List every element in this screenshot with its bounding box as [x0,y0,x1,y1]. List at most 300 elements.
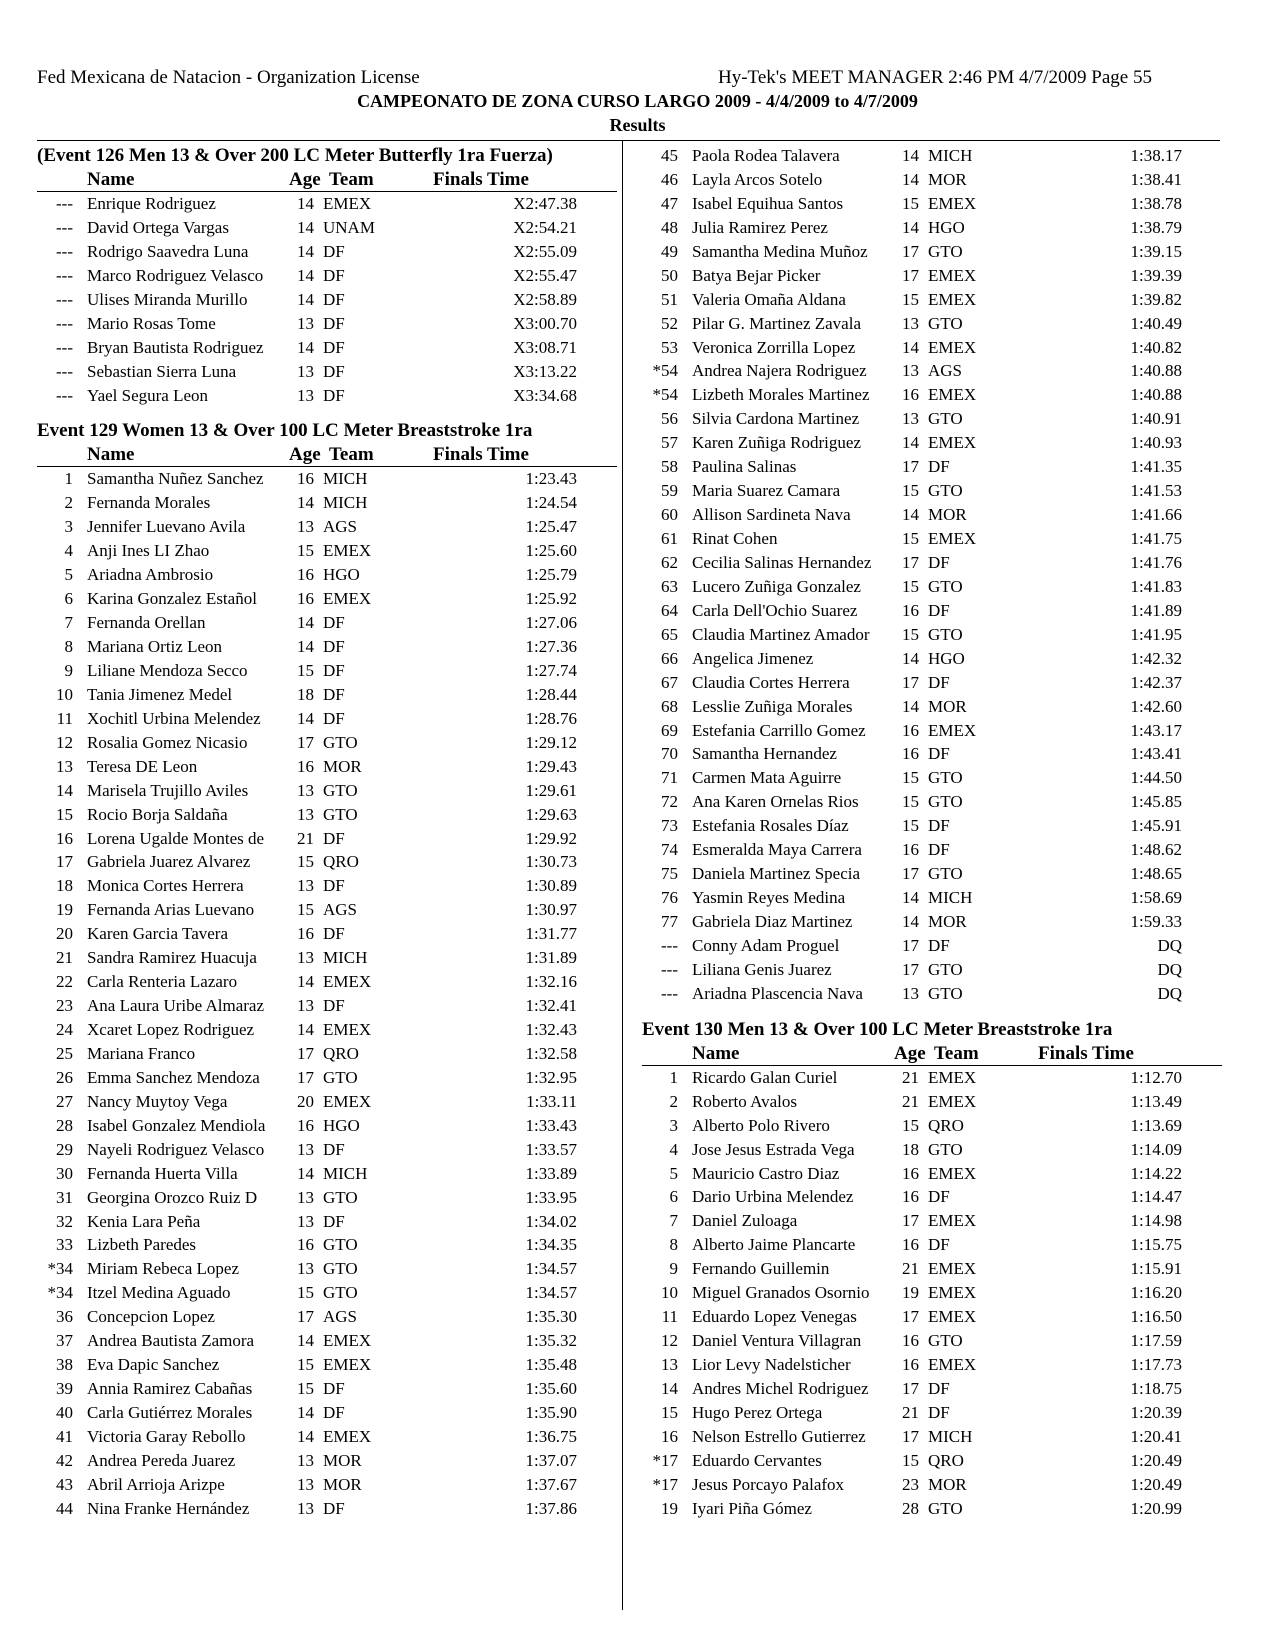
place-cell: 4 [64,541,73,561]
finals-time-cell: 1:28.44 [525,684,577,704]
result-row [642,1305,1222,1329]
finals-time-header: Finals Time [433,169,529,190]
place-cell: 48 [661,217,678,237]
team-cell: HGO [323,565,360,585]
team-cell: EMEX [928,1283,977,1303]
team-cell: DF [323,265,345,285]
age-cell: 15 [902,529,919,548]
result-row [37,360,617,384]
team-cell: EMEX [323,1426,372,1446]
place-cell: 4 [669,1139,678,1159]
finals-time-cell: 1:14.09 [1130,1139,1182,1159]
swimmer-name-cell: Daniel Zuloaga [692,1211,798,1231]
place-cell: 8 [669,1235,678,1255]
finals-time-cell: 1:33.95 [525,1187,577,1207]
team-cell: GTO [928,792,963,812]
swimmer-name-cell: Ulises Miranda Murillo [87,289,248,309]
finals-time-cell: 1:35.48 [525,1355,577,1375]
age-cell: 13 [297,1139,314,1159]
result-row [642,551,1222,575]
result-row [37,1138,617,1162]
place-cell: 23 [56,996,73,1016]
result-row [37,1162,617,1186]
swimmer-name-cell: Mariana Franco [87,1043,196,1063]
finals-time-cell: 1:48.65 [1130,864,1182,884]
result-row [642,312,1222,336]
finals-time-cell: X2:55.09 [513,241,577,261]
finals-time-cell: 1:25.60 [525,541,577,561]
swimmer-name-cell: Yael Segura Leon [87,385,209,405]
age-cell: 28 [902,1498,919,1518]
finals-time-cell: X3:08.71 [513,337,577,357]
team-cell: UNAM [323,217,375,237]
team-cell: MICH [928,1426,973,1446]
result-row [37,755,617,779]
team-cell: DF [323,313,345,333]
age-cell: 14 [297,337,314,357]
place-cell: 53 [661,337,678,357]
result-row [37,635,617,659]
age-cell: 13 [297,1211,314,1231]
finals-time-cell: 1:14.22 [1130,1163,1182,1183]
swimmer-name-cell: Ana Laura Uribe Almaraz [87,996,264,1016]
place-cell: 19 [56,900,73,920]
age-cell: 21 [902,1067,919,1087]
result-row [37,192,617,216]
age-cell: 17 [297,732,314,752]
place-cell: 5 [64,565,73,585]
swimmer-name-cell: Jennifer Luevano Avila [87,517,246,537]
place-cell: --- [56,217,73,237]
result-row [642,1185,1222,1209]
finals-time-cell: 1:41.76 [1130,552,1182,572]
age-cell: 15 [902,816,919,836]
swimmer-name-cell: Gabriela Diaz Martinez [692,912,853,931]
swimmer-name-cell: Estefania Rosales Díaz [692,816,849,836]
event-129-results-continued [642,144,1222,1006]
team-cell: EMEX [928,265,977,285]
finals-time-cell: 1:38.79 [1130,217,1182,237]
place-cell: 69 [661,720,678,740]
age-cell: 13 [297,313,314,333]
age-cell: 15 [902,792,919,812]
swimmer-name-cell: Fernanda Orellan [87,613,206,633]
finals-time-cell: 1:17.59 [1130,1331,1182,1351]
place-cell: *17 [652,1474,678,1494]
finals-time-cell: 1:39.15 [1130,241,1182,261]
result-row [642,1257,1222,1281]
swimmer-name-cell: Teresa DE Leon [87,756,198,776]
swimmer-name-cell: Emma Sanchez Mendoza [87,1067,260,1087]
place-cell: 37 [56,1331,73,1351]
finals-time-cell: 1:25.47 [525,517,577,537]
age-cell: 15 [902,289,919,309]
result-row [642,216,1222,240]
team-cell: DF [323,828,345,848]
place-cell: 56 [661,409,678,429]
place-cell: 9 [669,1259,678,1279]
place-cell: 57 [661,433,678,453]
result-row [642,407,1222,431]
team-cell: AGS [323,517,358,537]
place-cell: 6 [669,1187,678,1207]
swimmer-name-cell: Mariana Ortiz Leon [87,637,222,656]
place-cell: 50 [661,265,678,285]
team-cell: HGO [323,1115,360,1135]
age-cell: 16 [902,600,919,620]
swimmer-name-cell: Miguel Granados Osornio [692,1283,870,1303]
swimmer-name-cell: Annia Ramirez Cabañas [87,1379,253,1399]
finals-time-cell: 1:23.43 [525,469,577,489]
finals-time-cell: 1:40.82 [1130,337,1182,357]
team-cell: GTO [928,409,963,429]
age-cell: 17 [297,1043,314,1063]
finals-time-cell: 1:33.57 [525,1139,577,1159]
result-row [37,288,617,312]
swimmer-name-cell: Roberto Avalos [692,1091,797,1111]
swimmer-name-cell: Fernanda Huerta Villa [87,1163,238,1183]
finals-time-cell: 1:40.93 [1130,433,1182,453]
swimmer-name-cell: Sebastian Sierra Luna [87,361,237,381]
place-cell: --- [661,983,678,1003]
finals-time-cell: 1:14.47 [1130,1187,1182,1207]
result-row [642,192,1222,216]
finals-time-cell: 1:36.75 [525,1426,577,1446]
finals-time-cell: 1:37.67 [525,1474,577,1494]
result-row [642,479,1222,503]
place-cell: 33 [56,1235,73,1255]
age-cell: 16 [902,1187,919,1207]
finals-time-cell: 1:33.89 [525,1163,577,1183]
place-cell: 45 [661,146,678,165]
age-cell: 15 [297,660,314,680]
finals-time-cell: 1:42.37 [1130,672,1182,692]
result-row [642,742,1222,766]
swimmer-name-cell: Carmen Mata Aguirre [692,768,842,788]
age-cell: 19 [902,1283,919,1303]
result-row [37,216,617,240]
swimmer-name-cell: Karen Garcia Tavera [87,924,229,944]
finals-time-cell: 1:29.43 [525,756,577,776]
swimmer-name-cell: Silvia Cardona Martinez [692,409,860,429]
place-cell: 10 [56,684,73,704]
swimmer-name-cell: Mario Rosas Tome [87,313,216,333]
team-cell: GTO [323,1235,358,1255]
result-row [37,1473,617,1497]
event-126-column-header [37,168,617,192]
swimmer-name-cell: Fernanda Morales [87,493,211,513]
swimmer-name-cell: Esmeralda Maya Carrera [692,840,862,860]
result-row [37,1377,617,1401]
age-cell: 15 [297,900,314,920]
finals-time-cell: 1:28.76 [525,708,577,728]
place-cell: 15 [56,804,73,824]
swimmer-name-cell: Andrea Bautista Zamora [87,1331,255,1351]
result-row [37,1042,617,1066]
age-cell: 14 [902,433,919,453]
result-row [37,467,617,491]
swimmer-name-cell: Lizbeth Morales Martinez [692,385,870,405]
team-cell: EMEX [928,1259,977,1279]
result-row [642,1066,1222,1090]
age-cell: 13 [297,1450,314,1470]
swimmer-name-cell: Estefania Carrillo Gomez [692,720,866,740]
swimmer-name-cell: Yasmin Reyes Medina [692,888,846,908]
age-cell: 14 [297,194,314,213]
age-cell: 18 [297,684,314,704]
age-cell: 16 [902,1331,919,1351]
finals-time-cell: 1:41.95 [1130,624,1182,644]
place-cell: 9 [64,660,73,680]
result-row [642,1473,1222,1497]
finals-time-cell: 1:27.36 [525,637,577,656]
place-cell: 17 [56,852,73,872]
team-cell: GTO [323,804,358,824]
finals-time-header: Finals Time [1038,1042,1134,1064]
age-cell: 15 [902,193,919,213]
result-row [37,946,617,970]
finals-time-cell: 1:38.17 [1130,146,1182,165]
swimmer-name-cell: Lorena Ugalde Montes de [87,828,265,848]
age-cell: 21 [902,1402,919,1422]
finals-time-cell: X3:34.68 [513,385,577,405]
swimmer-name-cell: Conny Adam Proguel [692,935,840,955]
age-cell: 14 [297,493,314,513]
age-cell: 13 [902,409,919,429]
place-cell: *54 [652,361,678,381]
org-license-header: Fed Mexicana de Natacion - Organization License [37,67,420,88]
finals-time-cell: X2:47.38 [513,194,577,213]
team-cell: DF [928,1378,950,1398]
finals-time-cell: 1:45.85 [1130,792,1182,812]
team-cell: DF [928,1402,950,1422]
swimmer-name-cell: Ana Karen Ornelas Rios [692,792,859,812]
team-cell: DF [928,935,950,955]
result-row [642,527,1222,551]
place-cell: 49 [661,241,678,261]
place-cell: 24 [56,1020,73,1039]
result-row [642,790,1222,814]
swimmer-name-cell: Lesslie Zuñiga Morales [692,696,853,716]
age-cell: 13 [297,517,314,537]
place-cell: 7 [64,613,73,633]
place-cell: 64 [661,600,678,620]
age-cell: 13 [297,385,314,405]
finals-time-cell: 1:29.63 [525,804,577,824]
result-row [642,958,1222,982]
team-cell: EMEX [928,1211,977,1231]
swimmer-name-cell: Paola Rodea Talavera [692,146,840,165]
age-cell: 17 [902,241,919,261]
result-row [642,455,1222,479]
age-cell: 14 [297,613,314,633]
place-cell: 21 [56,948,73,968]
team-cell: MOR [928,696,967,716]
finals-time-cell: 1:34.57 [525,1283,577,1303]
result-row [37,970,617,994]
age-cell: 15 [297,1283,314,1303]
age-header: Age [289,169,321,190]
result-row [642,1281,1222,1305]
team-cell: QRO [323,852,359,872]
swimmer-name-cell: Ricardo Galan Curiel [692,1067,838,1087]
place-cell: 70 [661,744,678,764]
place-cell: 32 [56,1211,73,1231]
swimmer-name-cell: Alberto Polo Rivero [692,1115,830,1135]
finals-time-cell: 1:39.82 [1130,289,1182,309]
place-cell: 52 [661,313,678,333]
age-header: Age [894,1042,926,1064]
age-cell: 14 [297,1403,314,1422]
age-cell: 14 [902,146,919,165]
team-cell: DF [323,385,345,405]
swimmer-name-cell: Marco Rodriguez Velasco [87,265,264,285]
age-cell: 14 [297,972,314,992]
team-cell: DF [323,613,345,633]
name-header: Name [692,1042,740,1064]
finals-time-cell: 1:29.12 [525,732,577,752]
result-row [37,994,617,1018]
swimmer-name-cell: Iyari Piña Gómez [692,1498,812,1518]
team-cell: EMEX [928,1355,977,1374]
meet-title: CAMPEONATO DE ZONA CURSO LARGO 2009 - 4/4/2009 to 4/7/2009 [357,91,918,111]
swimmer-name-cell: Pilar G. Martinez Zavala [692,313,861,333]
place-cell: 38 [56,1355,73,1375]
swimmer-name-cell: Samantha Medina Muñoz [692,241,868,261]
age-cell: 16 [297,589,314,609]
place-cell: 20 [56,924,73,944]
result-row [37,1449,617,1473]
result-row [642,240,1222,264]
team-cell: DF [323,1379,345,1399]
place-cell: 7 [669,1211,678,1231]
result-row [642,1329,1222,1353]
finals-time-cell: 1:32.43 [525,1020,577,1039]
result-row [642,1497,1222,1521]
age-cell: 13 [297,948,314,968]
place-cell: 12 [661,1331,678,1351]
age-cell: 17 [902,1307,919,1327]
finals-time-cell: 1:34.35 [525,1235,577,1255]
team-cell: MOR [323,1450,362,1470]
result-row [642,862,1222,886]
swimmer-name-cell: Daniel Ventura Villagran [692,1331,862,1351]
result-row [37,803,617,827]
age-cell: 15 [902,1450,919,1470]
result-row [37,1257,617,1281]
age-cell: 16 [902,1355,919,1374]
team-cell: GTO [928,576,963,596]
team-cell: GTO [928,768,963,788]
swimmer-name-cell: Anji Ines LI Zhao [87,541,210,561]
swimmer-name-cell: Samantha Nuñez Sanchez [87,469,264,489]
place-cell: *17 [652,1450,678,1470]
team-cell: DF [928,457,950,477]
swimmer-name-cell: Andrea Najera Rodriguez [692,361,867,381]
place-cell: 46 [661,169,678,189]
team-cell: DF [928,1235,950,1255]
swimmer-name-cell: Carla Renteria Lazaro [87,972,238,992]
age-cell: 18 [902,1139,919,1159]
team-cell: GTO [928,1139,963,1159]
swimmer-name-cell: Kenia Lara Peña [87,1211,201,1231]
result-row [642,623,1222,647]
finals-time-cell: 1:48.62 [1130,840,1182,860]
result-row [642,1209,1222,1233]
place-cell: 5 [669,1163,678,1183]
age-cell: 13 [902,361,919,381]
name-header: Name [87,444,135,466]
finals-time-cell: 1:59.33 [1130,912,1182,931]
result-row [642,719,1222,743]
age-cell: 17 [902,959,919,979]
team-header: Team [329,169,374,190]
place-cell: 10 [661,1283,678,1303]
finals-time-cell: 1:15.75 [1130,1235,1182,1255]
finals-time-cell: 1:20.39 [1130,1402,1182,1422]
result-row [37,1497,617,1521]
finals-time-cell: 1:41.53 [1130,481,1182,501]
place-cell: --- [661,959,678,979]
place-cell: 41 [56,1426,73,1446]
swimmer-name-cell: Karen Zuñiga Rodriguez [692,433,861,453]
age-cell: 14 [297,241,314,261]
swimmer-name-cell: Fernanda Arias Luevano [87,900,255,920]
age-cell: 14 [902,337,919,357]
team-cell: EMEX [928,529,977,548]
place-cell: 73 [661,816,678,836]
age-cell: 16 [902,744,919,764]
result-row [37,1186,617,1210]
team-cell: GTO [928,1331,963,1351]
result-row [37,1210,617,1234]
finals-time-cell: 1:13.49 [1130,1091,1182,1111]
team-cell: GTO [928,983,963,1003]
swimmer-name-cell: Andres Michel Rodriguez [692,1378,869,1398]
age-cell: 14 [902,505,919,525]
result-row [642,503,1222,527]
place-cell: 60 [661,505,678,525]
place-cell: 2 [64,493,73,513]
finals-time-cell: 1:14.98 [1130,1211,1182,1231]
finals-time-cell: 1:40.49 [1130,313,1182,333]
finals-time-cell: X2:55.47 [513,265,577,285]
swimmer-name-cell: Nelson Estrello Gutierrez [692,1426,866,1446]
result-row [37,312,617,336]
team-cell: EMEX [323,194,372,213]
place-cell: 72 [661,792,678,812]
age-cell: 16 [902,385,919,405]
team-cell: DF [323,1498,345,1518]
age-header: Age [289,444,321,466]
age-cell: 17 [902,935,919,955]
age-cell: 14 [297,289,314,309]
age-cell: 13 [297,804,314,824]
swimmer-name-cell: Marisela Trujillo Aviles [87,780,249,800]
place-cell: 74 [661,840,678,860]
team-cell: DF [323,241,345,261]
team-cell: DF [323,289,345,309]
result-row [37,779,617,803]
finals-time-cell: 1:29.92 [525,828,577,848]
swimmer-name-cell: Nina Franke Hernández [87,1498,250,1518]
swimmer-name-cell: Isabel Gonzalez Mendiola [87,1115,266,1135]
finals-time-cell: 1:13.69 [1130,1115,1182,1135]
place-cell: --- [56,313,73,333]
team-cell: DF [323,660,345,680]
result-row [37,707,617,731]
result-row [37,336,617,360]
